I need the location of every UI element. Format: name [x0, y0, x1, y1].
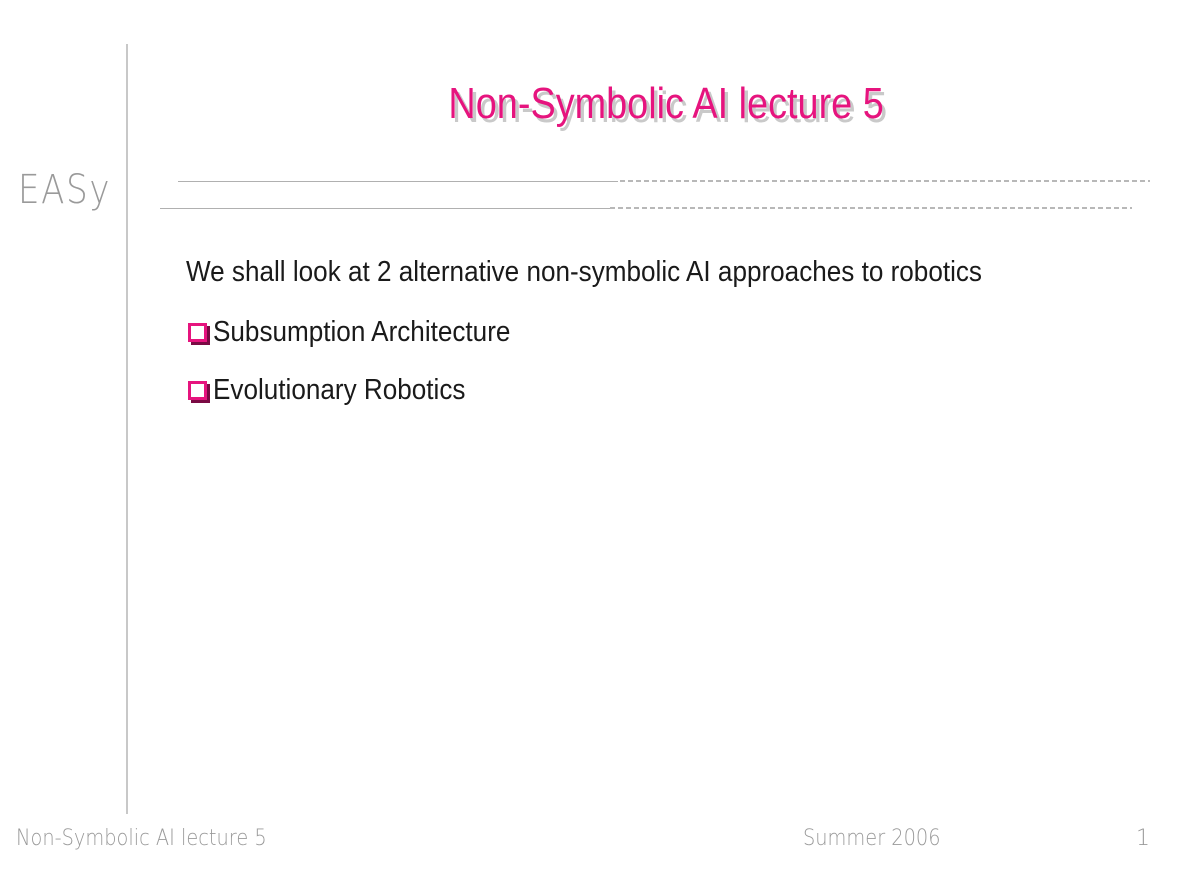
bullet-item [186, 314, 1066, 350]
vertical-rule [126, 44, 128, 814]
bullet-label: Evolutionary Robotics [213, 374, 466, 406]
bullet-label: Subsumption Architecture [213, 316, 511, 348]
brand-logo: EASy [18, 167, 112, 213]
top-rule [178, 181, 618, 182]
footer-course: Non-Symbolic AI lecture 5 [16, 826, 267, 851]
slide-title [0, 79, 1200, 128]
bottom-rule [160, 208, 610, 209]
footer-term: Summer 2006 [803, 826, 941, 851]
slide-content [186, 252, 1066, 408]
bottom-dashed-rule [610, 207, 1132, 209]
bullet-item [186, 372, 1066, 408]
checkbox-bullet-icon [188, 323, 207, 342]
intro-text: We shall look at 2 alternative non-symbolic AI approaches to robotics [186, 256, 982, 288]
page-number: 1 [1136, 826, 1150, 851]
slide-title-text: Non-Symbolic AI lecture 5 [448, 79, 884, 128]
top-dashed-rule [620, 180, 1150, 182]
checkbox-bullet-icon [188, 381, 207, 400]
